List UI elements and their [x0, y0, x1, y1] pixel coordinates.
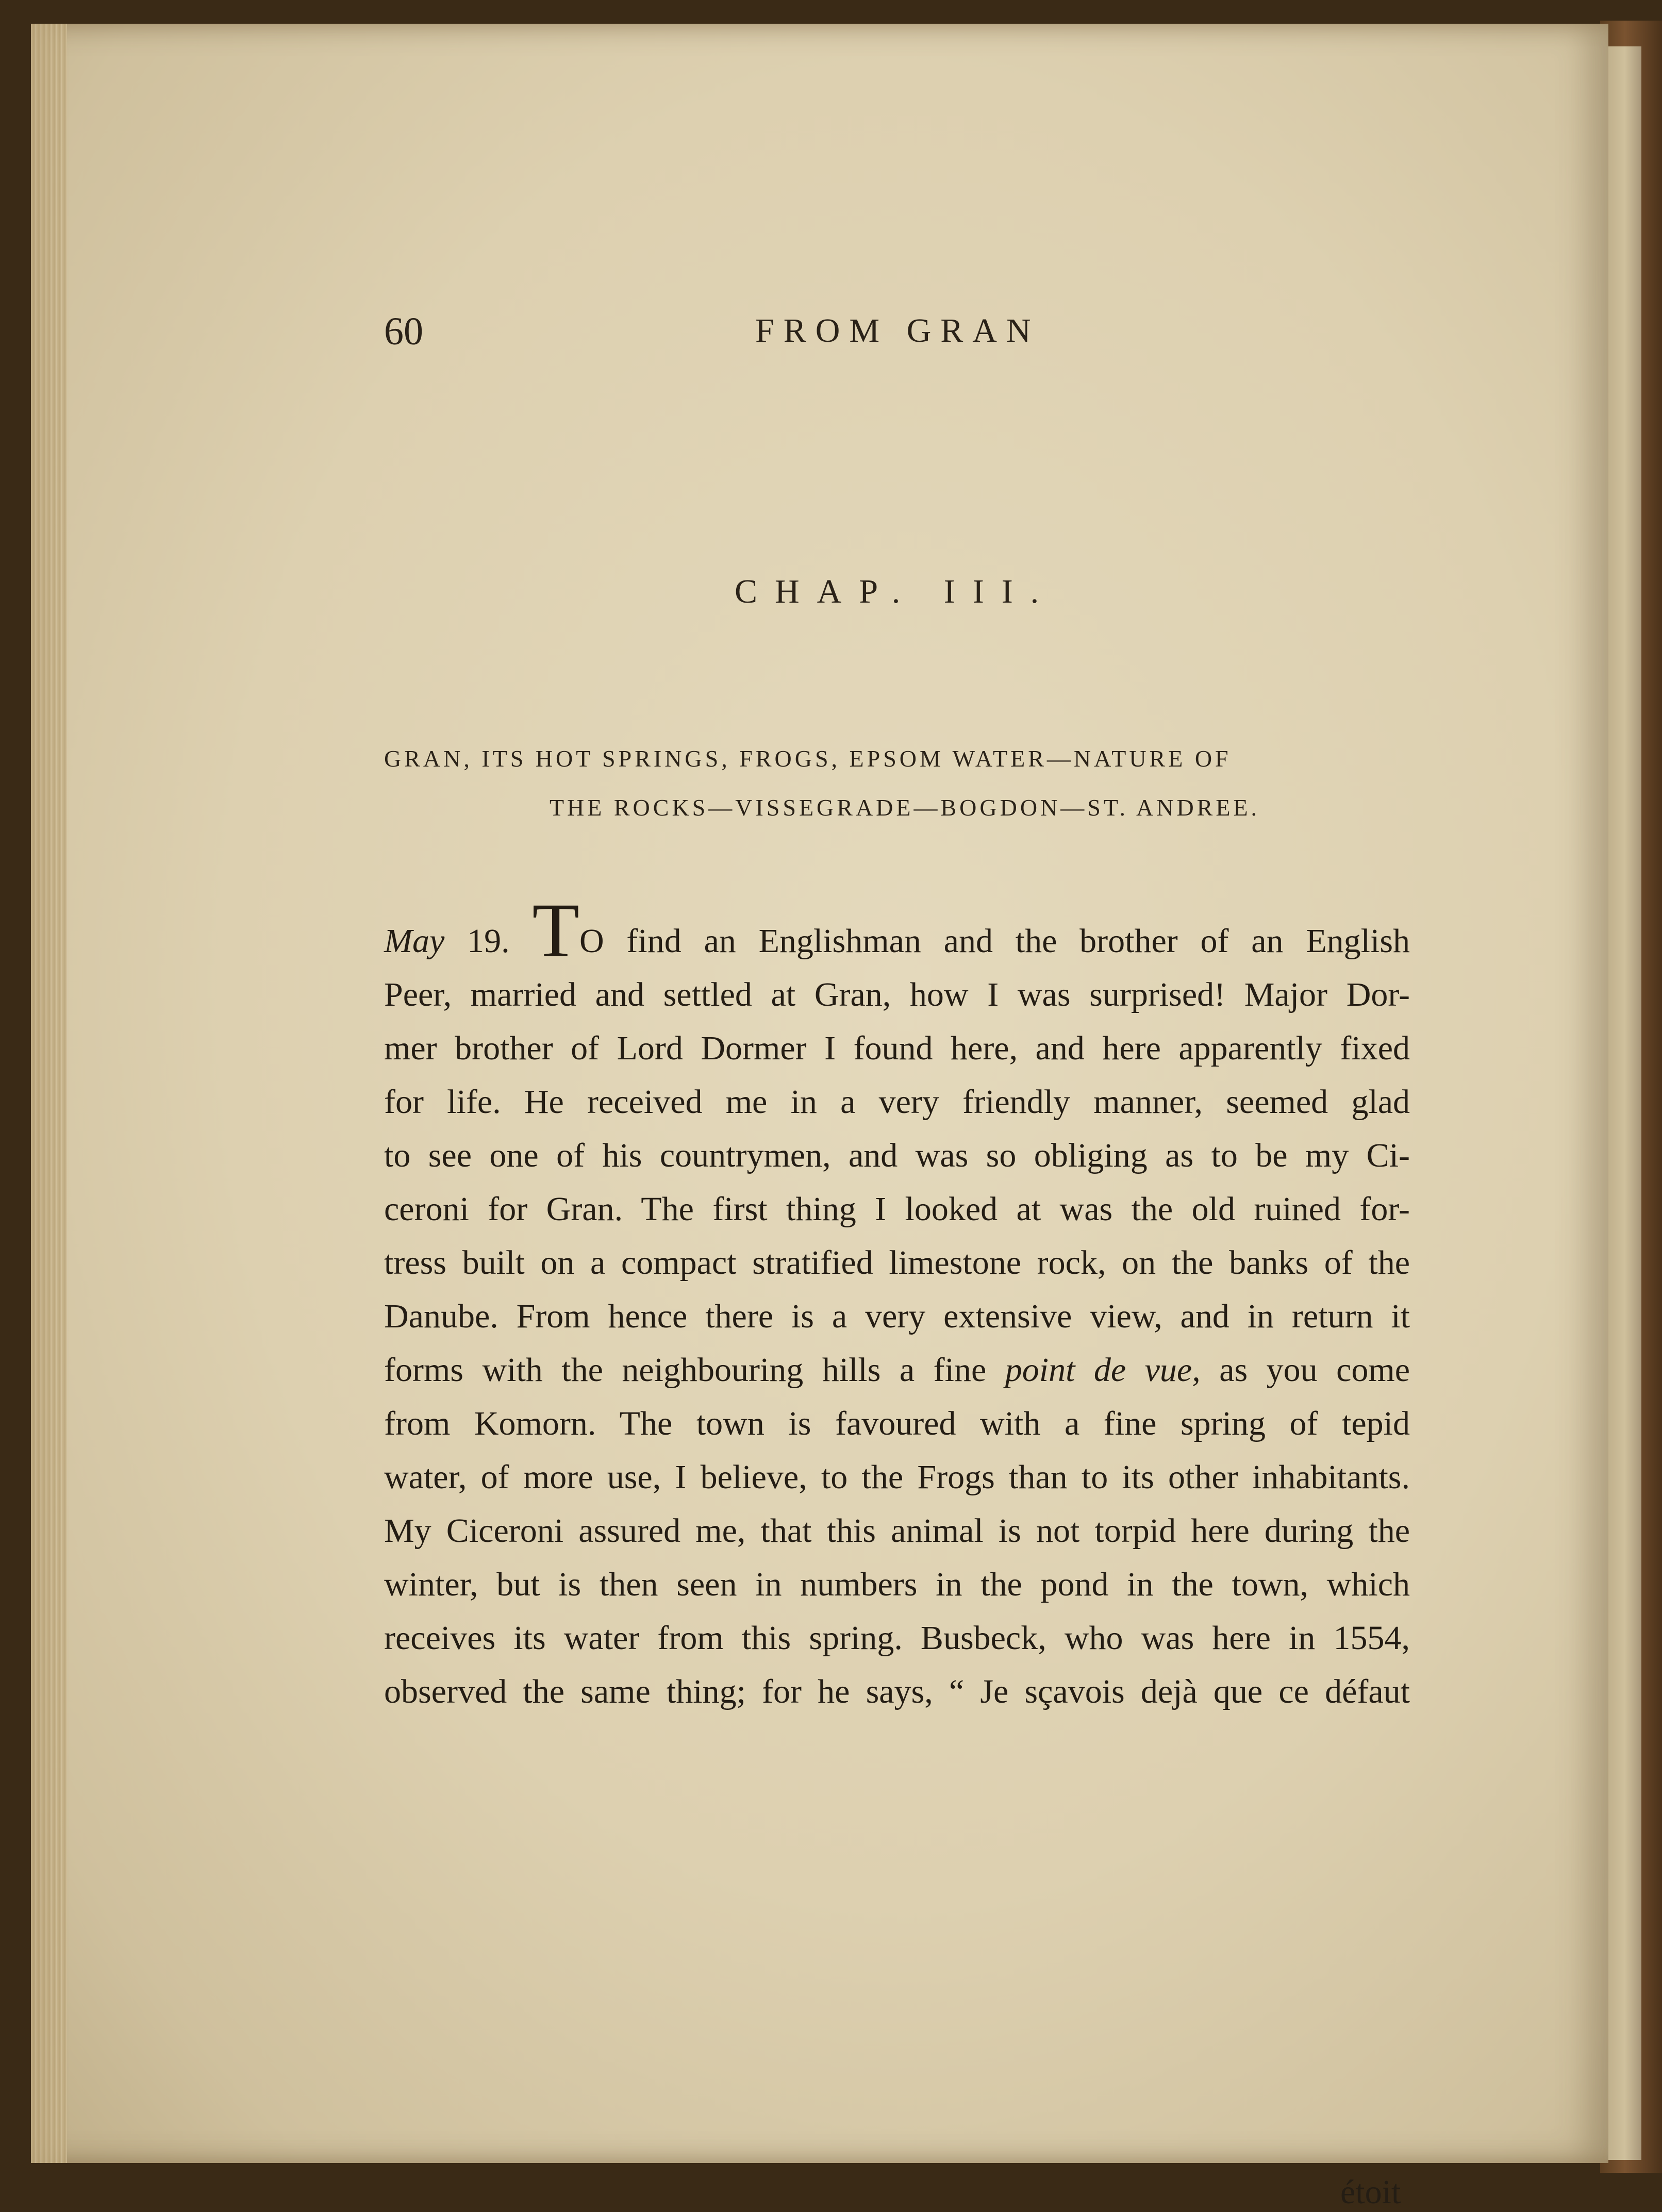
body-line-text: O find an Englishman and the brother of an English	[579, 922, 1410, 960]
body-line-13: winter, but is then seen in numbers in the pond in the town, which	[384, 1566, 1410, 1603]
body-line-12: My Ciceroni assured me, that this animal is not torpid here during the	[384, 1512, 1410, 1550]
body-text	[384, 888, 1410, 1719]
entry-date-month: May	[384, 922, 445, 960]
page-number: 60	[384, 310, 423, 353]
body-line-9-end: as you come	[1219, 1351, 1410, 1389]
body-line-10: from Komorn. The town is favoured with a fine spring of tepid	[384, 1405, 1410, 1442]
running-head	[0, 309, 1662, 371]
body-line-5: to see one of his countrymen, and was so obliging as to be my Ci-	[384, 1137, 1410, 1174]
body-line-9	[384, 1343, 1410, 1397]
body-line-1	[384, 888, 1410, 973]
body-line-14: receives its water from this spring. Busbeck, who was here in 1554,	[384, 1619, 1410, 1657]
body-line-8: Danube. From hence there is a very extensive view, and in return it	[384, 1298, 1410, 1335]
summary-line-1: GRAN, ITS HOT SPRINGS, FROGS, EPSOM WATER—NATURE OF	[384, 745, 1232, 772]
body-line-11: water, of more use, I believe, to the Frogs than to its other inhabitants.	[384, 1458, 1410, 1496]
entry-date-day: 19.	[467, 922, 510, 960]
body-line-3: mer brother of Lord Dormer I found here, and here apparently fixed	[384, 1029, 1410, 1067]
body-line-9-start: forms with the neighbouring hills a fine	[384, 1351, 987, 1389]
running-title: FROM GRAN	[755, 312, 1040, 350]
body-line-2: Peer, married and settled at Gran, how I was surprised! Major Dor-	[384, 976, 1410, 1013]
italic-phrase: point de vue,	[1005, 1351, 1201, 1389]
drop-cap: T	[532, 888, 579, 973]
chapter-heading: CHAP. III.	[735, 573, 1057, 610]
body-line-6: ceroni for Gran. The first thing I looked at was the old ruined for-	[384, 1190, 1410, 1228]
chapter-summary	[384, 745, 1425, 821]
body-line-4: for life. He received me in a very friendly manner, seemed glad	[384, 1083, 1410, 1121]
catchword: étoit	[1340, 2173, 1401, 2211]
body-line-15: observed the same thing; for he says, “ Je sçavois dejà que ce défaut	[384, 1673, 1410, 1710]
summary-line-2: THE ROCKS—VISSEGRADE—BOGDON—ST. ANDREE.	[549, 794, 1260, 821]
body-line-7: tress built on a compact stratified limestone rock, on the banks of the	[384, 1244, 1410, 1282]
